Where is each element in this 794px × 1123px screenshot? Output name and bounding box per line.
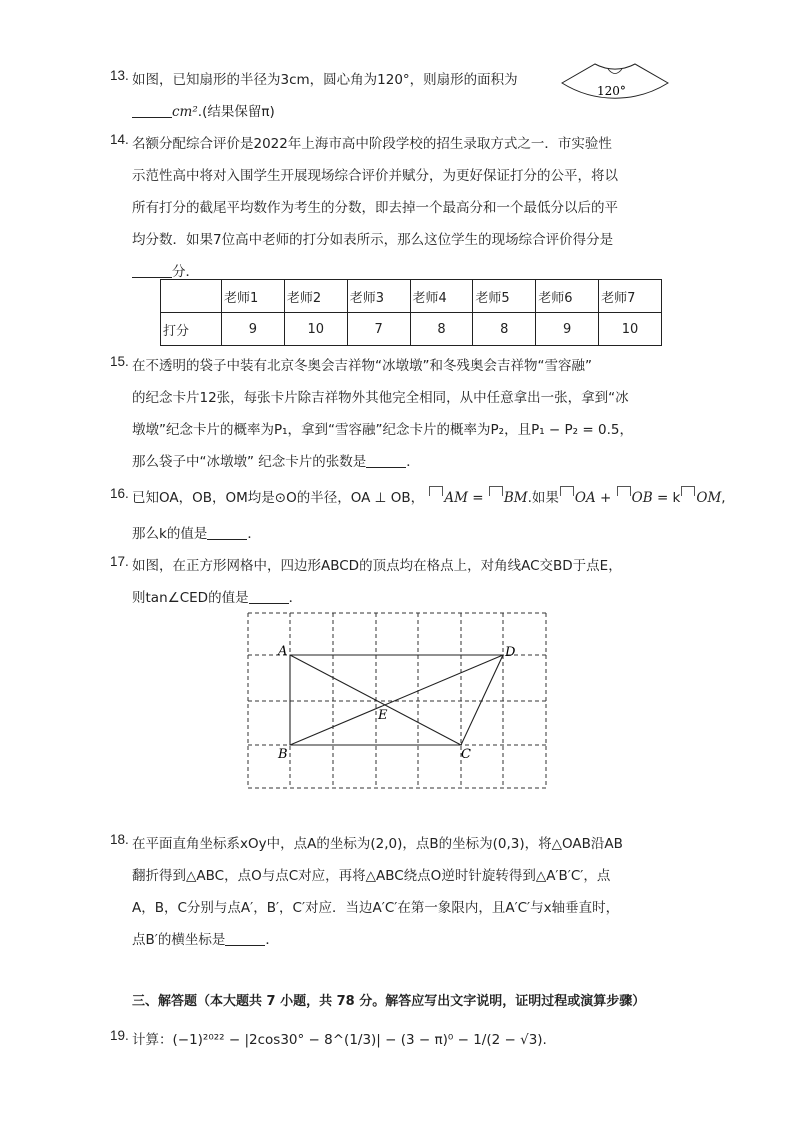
text: O的半径，OA ⊥ OB， [286,490,425,506]
circle-symbol: ⊙ [274,490,287,506]
vector-arrow [560,486,574,496]
question-14-line-4: 均分数．如果7位高中老师的打分如表所示，那么这位学生的现场综合评价得分是 [132,232,614,248]
table-cell: 7 [347,313,410,346]
section-heading: 三、解答题（本大题共 7 小题，共 78 分。解答应写出文字说明，证明过程或演算步骤） [132,994,646,1009]
vector-om: OM [680,490,721,506]
text: 已知OA，OB，OM均是 [132,490,275,506]
question-18-line-4: 点B′的横坐标是 ． [132,932,279,948]
question-18-line-2: 翻折得到△ABC，点O与点C对应，再将△ABC绕点O逆时针旋转得到△A′B′C′，点 [132,868,611,884]
question-number: 18. [110,832,129,847]
table-cell: 9 [536,313,599,346]
question-15-line-2: 的纪念卡片12张，每张卡片除吉祥物外其他完全相同，从中任意拿出一张，拿到“冰 [132,390,629,406]
table-cell: 8 [473,313,536,346]
score-table [160,279,662,346]
label-a: A [278,644,288,659]
vector-arrow [681,486,695,496]
note: .(结果保留π) [197,104,275,120]
question-16 [110,486,726,546]
question-text: 那么袋子中“冰墩墩” 纪念卡片的张数是 [132,454,367,470]
answer-blank[interactable] [225,933,265,946]
table-cell: 老师7 [599,280,662,313]
answer-blank[interactable] [249,591,289,604]
table-row [161,313,662,346]
label-c: C [461,747,471,762]
question-14 [110,132,672,280]
sector-figure [560,62,670,124]
question-text: 则tan∠CED的值是 [132,590,249,606]
vector-am: AM [428,490,468,506]
table-cell: 老师2 [284,280,347,313]
table-cell: 老师5 [473,280,536,313]
arc-symbol [429,486,443,496]
question-number: 15. [110,354,129,369]
vector-oa: OA [559,490,596,506]
unit: cm² [172,104,198,120]
question-18-line-3: A，B，C分别与点A′，B′，C′对应．当边A′C′在第一象限内，且A′C′与x轴垂直时， [132,900,620,916]
question-16-line-1: 已知OA，OB，OM均是⊙O的半径，OA ⊥ OB， AM = BM.如果 OA + OB = k OM, [132,486,726,506]
table-cell [161,280,222,313]
question-15-line-3: 墩墩”纪念卡片的概率为P₁，拿到“雪容融”纪念卡片的概率为P₂，且P₁ − P₂ = 0.5， [132,422,633,438]
question-13-line-1: 如图，已知扇形的半径为3cm，圆心角为120°，则扇形的面积为 [132,72,518,88]
dashed-grid [248,613,546,788]
angle-arc [608,69,622,74]
arc-symbol [489,486,503,496]
question-18-line-1: 在平面直角坐标系xOy中，点A的坐标为(2,0)，点B的坐标为(0,3)，将△OAB沿AB [132,836,623,852]
question-17 [110,554,672,609]
question-18 [110,832,672,948]
diagonal-bd [290,655,503,745]
plus: + [600,490,612,506]
table-cell: 9 [222,313,285,346]
angle-label: 120° [597,84,626,98]
table-cell: 老师1 [222,280,285,313]
answer-blank[interactable] [207,527,247,540]
question-text: 那么k的值是 [132,526,208,542]
equals: = [472,490,484,506]
table-header-row [161,280,662,313]
question-number: 14. [110,132,129,147]
vector-bm: BM [488,490,528,506]
question-14-line-2: 示范性高中将对入围学生开展现场综合评价并赋分，为更好保证打分的公平，将以 [132,168,618,184]
quadrilateral [290,655,503,745]
table-cell: 8 [410,313,473,346]
question-17-line-2: 则tan∠CED的值是 ． [132,590,303,606]
grid-figure [240,605,560,795]
equals-k: = k [656,490,681,506]
question-15-line-4: 那么袋子中“冰墩墩” 纪念卡片的张数是 ． [132,454,420,470]
question-number: 17. [110,554,129,569]
question-14-line-1: 名额分配综合评价是2022年上海市高中阶段学校的招生录取方式之一．市实验性 [132,136,612,152]
question-number: 13. [110,68,129,83]
question-16-line-2: 那么k的值是 ． [132,526,261,542]
question-15-line-1: 在不透明的袋子中装有北京冬奥会吉祥物“冰墩墩”和冬残奥会吉祥物“雪容融” [132,358,592,374]
question-15 [110,354,672,474]
label-e: E [378,708,388,723]
unit: 分． [172,264,199,280]
question-19-expression: 计算：(−1)²⁰²² − |2cos30° − 8^(1/3)| − (3 − π)⁰ − 1/(2 − √3). [132,1032,547,1048]
question-13-line-2 [132,100,275,120]
table-cell: 老师6 [536,280,599,313]
table-cell: 10 [599,313,662,346]
question-14-line-5 [132,260,199,280]
table-cell: 10 [284,313,347,346]
answer-blank[interactable] [132,265,172,278]
label-d: D [505,645,516,660]
table-cell: 老师4 [410,280,473,313]
question-number: 19. [110,1028,129,1043]
question-number: 16. [110,486,129,501]
table-cell: 老师3 [347,280,410,313]
vector-arrow [617,486,631,496]
answer-blank[interactable] [132,105,172,118]
label-b: B [278,747,288,762]
text: .如果 [527,490,559,506]
answer-blank[interactable] [366,455,406,468]
table-cell: 打分 [161,313,222,346]
vector-ob: OB [616,490,653,506]
question-17-line-1: 如图，在正方形网格中，四边形ABCD的顶点均在格点上，对角线AC交BD于点E， [132,558,622,574]
question-text: 点B′的横坐标是 [132,932,226,948]
question-19 [110,1028,672,1053]
question-14-line-3: 所有打分的截尾平均数作为考生的分数，即去掉一个最高分和一个最低分以后的平 [132,200,618,216]
diagonal-ac [290,655,461,745]
